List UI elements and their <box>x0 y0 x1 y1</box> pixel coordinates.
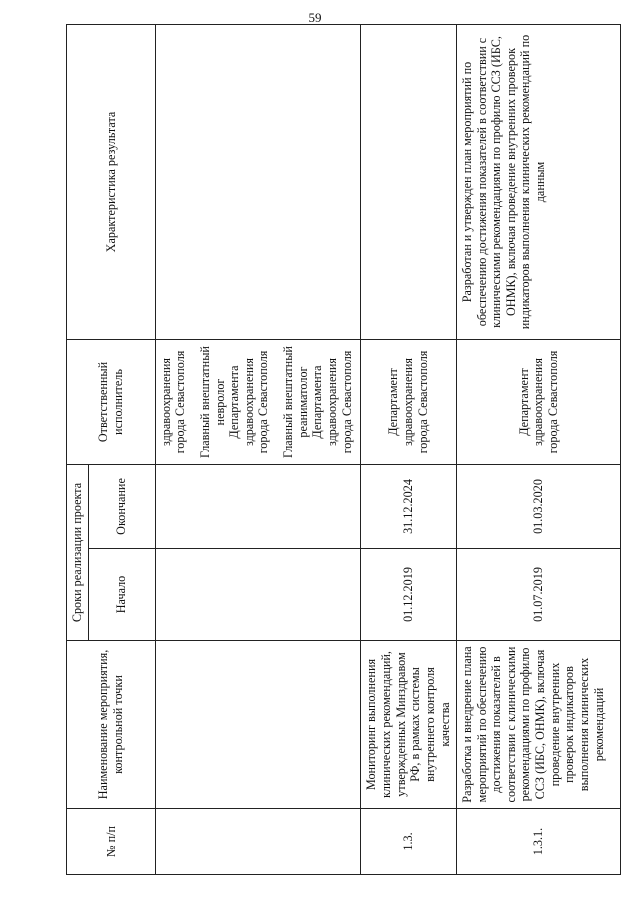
row-start: 01.07.2019 <box>456 549 620 641</box>
responsible-line: Департамент здравоохранения города Севастополя <box>386 350 430 454</box>
header-num: № п/п <box>67 809 156 875</box>
row-name <box>155 641 360 809</box>
row-num <box>155 809 360 875</box>
page-number: 59 <box>308 10 322 25</box>
responsible-line: Главный внештатный реаниматолог Департамента здравоохранения города Севастополя <box>281 346 354 458</box>
row-num: 1.3. <box>360 809 456 875</box>
row-end: 31.12.2024 <box>360 465 456 549</box>
row-responsible <box>155 340 360 465</box>
header-responsible: Ответственный исполнитель <box>67 340 156 465</box>
table-row <box>456 25 620 875</box>
responsible-line: здравоохранения города Севастополя <box>158 350 188 454</box>
header-start: Начало <box>88 549 155 641</box>
plan-table <box>66 24 621 875</box>
row-num: 1.3.1. <box>456 809 620 875</box>
rotated-table-wrapper <box>66 25 621 875</box>
row-name: Мониторинг выполнения клинических рекомендаций, утвержденных Минздравом РФ, в рамках системы внутреннего контроля качества <box>360 641 456 809</box>
row-end: 01.03.2020 <box>456 465 620 549</box>
responsible-line: Главный внештатный невролог Департамента здравоохранения города Севастополя <box>197 346 271 458</box>
row-responsible <box>360 340 456 465</box>
row-start <box>155 549 360 641</box>
table-row <box>155 25 360 875</box>
row-result <box>360 25 456 340</box>
header-terms: Сроки реализации проекта <box>67 465 89 641</box>
row-end <box>155 465 360 549</box>
row-name: Разработка и внедрение плана мероприятий по обеспечению достижения показателей в соответствии с клиническими рекомендациями по профилю ССЗ (ИБС, ОНМК), включая проведение внутренних проверок индикаторов выполнения клинических рекомендаций <box>456 641 620 809</box>
header-name: Наименование мероприятия, контрольной точки <box>67 641 156 809</box>
row-responsible <box>456 340 620 465</box>
row-result: Разработан и утвержден план мероприятий по обеспечению достижения показателей в соответствии с клиническими рекомендациями по профилю ССЗ (ИБС, ОНМК), включая проведение внутренних проверок индикаторов выполнения клинических рекомендаций по данным <box>456 25 620 340</box>
header-end: Окончание <box>88 465 155 549</box>
row-result <box>155 25 360 340</box>
responsible-line: Департамент здравоохранения города Севастополя <box>516 350 560 454</box>
header-row-1 <box>67 25 89 875</box>
row-start: 01.12.2019 <box>360 549 456 641</box>
header-result: Характеристика результата <box>67 25 156 340</box>
table-row <box>360 25 456 875</box>
